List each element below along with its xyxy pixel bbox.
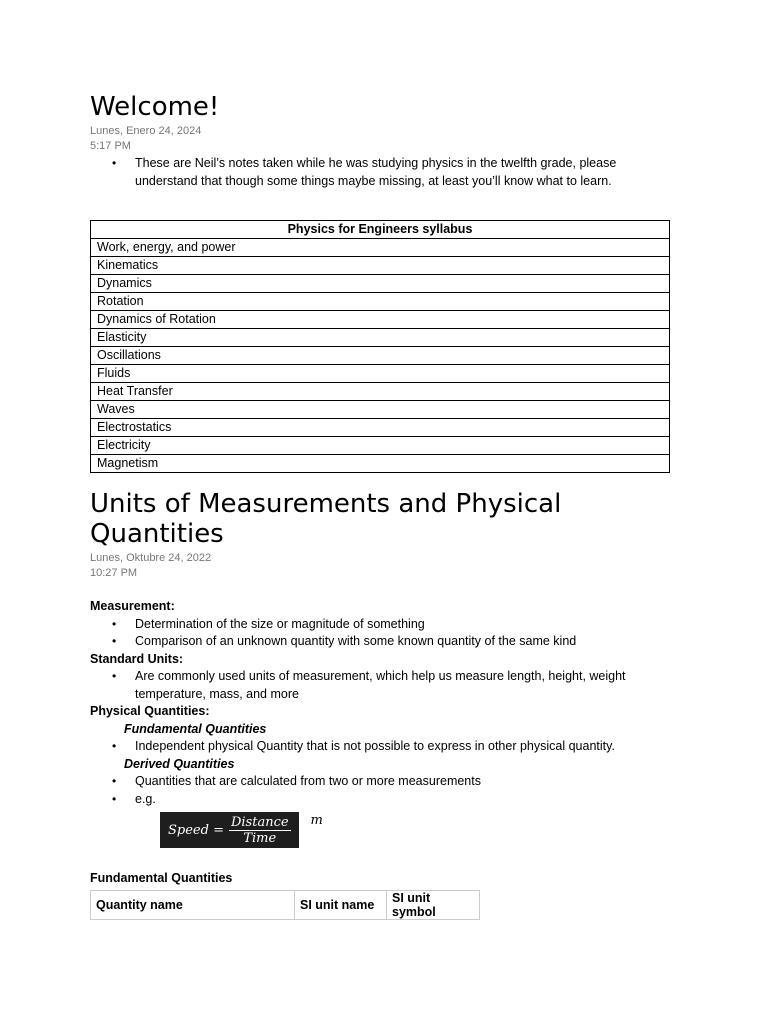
table-row: Kinematics: [91, 257, 670, 275]
fundamental-list: [90, 738, 690, 756]
welcome-notes-list: [90, 155, 690, 190]
standard-units-list: [90, 668, 690, 703]
page-time: 10:27 PM: [90, 567, 138, 579]
table-row: Rotation: [91, 293, 670, 311]
list-item: • Are commonly used units of measurement, which help us measure length, height, weight temperature, mass, and more: [90, 668, 690, 703]
fundamental-quantities-caption: Fundamental Quantities: [90, 871, 233, 885]
syllabus-table: [90, 220, 670, 473]
formula-box: [160, 812, 299, 848]
derived-subheading: Derived Quantities: [124, 756, 235, 771]
page-date: Lunes, Oktubre 24, 2022: [90, 552, 212, 564]
fundamental-quantities-table: [90, 890, 480, 920]
column-header-si-unit-name: SI unit name: [295, 890, 387, 919]
column-header-quantity: Quantity name: [91, 890, 295, 919]
standard-units-heading: Standard Units:: [90, 651, 184, 666]
column-header-si-unit-symbol: SI unit symbol: [387, 890, 480, 919]
formula-denominator: Time: [243, 830, 277, 846]
table-row: Elasticity: [91, 329, 670, 347]
table-row: Heat Transfer: [91, 383, 670, 401]
table-row: Electrostatics: [91, 419, 670, 437]
formula-unit: m: [310, 812, 323, 828]
page-title-units: Units of Measurements and Physical Quantities: [90, 489, 562, 549]
list-item: • Quantities that are calculated from two or more measurements: [90, 773, 690, 791]
fundamental-subheading: Fundamental Quantities: [124, 721, 267, 736]
list-item: • e.g.: [90, 791, 690, 809]
speed-formula: [90, 812, 690, 848]
table-row: Work, energy, and power: [91, 239, 670, 257]
list-item: • Independent physical Quantity that is not possible to express in other physical quantity.: [90, 738, 690, 756]
table-row: Magnetism: [91, 455, 670, 473]
measurement-list: [90, 616, 690, 651]
syllabus-header: Physics for Engineers syllabus: [91, 221, 670, 239]
list-item: • Comparison of an unknown quantity with some known quantity of the same kind: [90, 633, 690, 651]
table-row: Fluids: [91, 365, 670, 383]
page-date: Lunes, Enero 24, 2024: [90, 125, 202, 137]
table-row: Dynamics: [91, 275, 670, 293]
list-item: • Determination of the size or magnitude of something: [90, 616, 690, 634]
list-item: • These are Neil’s notes taken while he was studying physics in the twelfth grade, please understand that though some things maybe missing, at least you’ll know what to learn.: [90, 155, 690, 190]
page-title-welcome: Welcome!: [90, 92, 220, 122]
formula-fraction: [229, 815, 291, 846]
formula-lhs: Speed =: [168, 822, 224, 838]
table-row: Electricity: [91, 437, 670, 455]
derived-list: [90, 773, 690, 808]
notes-page: [90, 0, 690, 920]
table-row: Oscillations: [91, 347, 670, 365]
page-time: 5:17 PM: [90, 140, 131, 152]
measurement-heading: Measurement:: [90, 599, 175, 613]
table-row: Waves: [91, 401, 670, 419]
formula-numerator: Distance: [230, 814, 289, 830]
physical-quantities-heading: Physical Quantities:: [90, 704, 210, 718]
table-row: Dynamics of Rotation: [91, 311, 670, 329]
